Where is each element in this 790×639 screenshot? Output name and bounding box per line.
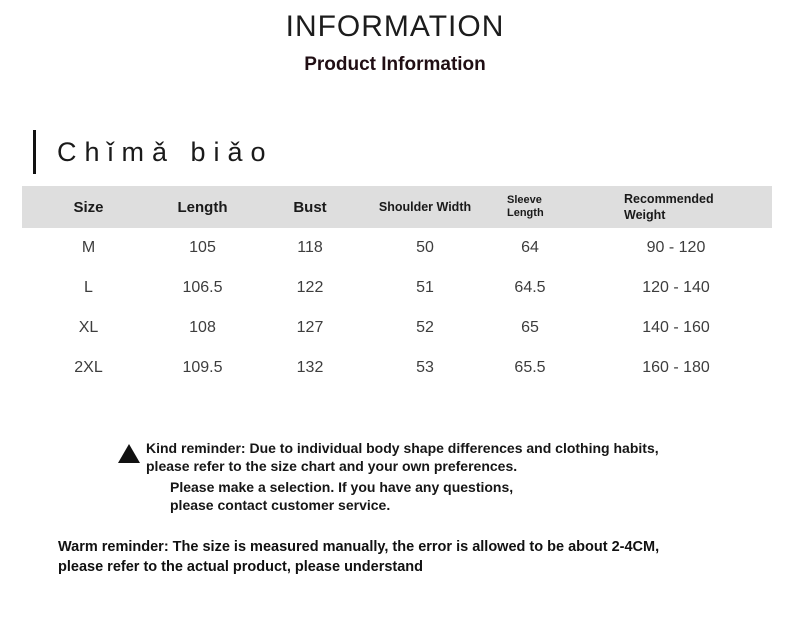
warning-triangle-icon xyxy=(118,444,140,463)
kind-reminder-paragraph-2 xyxy=(170,479,659,514)
kind-reminder-line: please refer to the size chart and your own preferences. xyxy=(146,457,518,474)
table-cell: 50 xyxy=(416,239,434,256)
table-cell: 90 - 120 xyxy=(646,239,706,256)
size-table xyxy=(22,186,772,388)
page-subtitle: Product Information xyxy=(304,54,486,75)
warm-reminder-line: please refer to the actual product, please understand xyxy=(58,559,424,575)
table-cell: 65.5 xyxy=(514,359,546,376)
table-cell: 51 xyxy=(416,279,434,296)
table-cell: L xyxy=(84,279,93,296)
kind-reminder-line: Please make a selection. If you have any questions, xyxy=(170,479,514,495)
table-cell: 132 xyxy=(296,359,324,376)
size-chart-heading-text: Chǐmǎ biǎo xyxy=(57,136,274,167)
warm-reminder-line: Warm reminder: The size is measured manually, the error is allowed to be about 2-4CM, xyxy=(58,539,660,555)
table-cell: 109.5 xyxy=(182,359,223,376)
column-header-recommended-weight: Recommended Weight xyxy=(624,192,714,222)
table-cell: M xyxy=(81,239,96,256)
table-row xyxy=(22,228,772,268)
kind-reminder-line: Kind reminder: Due to individual body shape differences and clothing habits, xyxy=(146,440,659,456)
table-cell: 65 xyxy=(521,319,539,336)
size-table-header-row xyxy=(22,186,772,228)
accent-bar xyxy=(33,130,36,174)
table-cell: 105 xyxy=(189,239,216,256)
table-row xyxy=(22,348,772,388)
table-cell: 108 xyxy=(189,319,216,336)
table-cell: 140 - 160 xyxy=(642,319,710,336)
warm-reminder xyxy=(58,537,659,577)
table-cell: 106.5 xyxy=(182,279,223,296)
table-cell: 64.5 xyxy=(514,279,546,296)
table-row xyxy=(22,268,772,308)
table-cell: 53 xyxy=(416,359,434,376)
page-title: INFORMATION xyxy=(285,10,505,43)
column-header-size: Size xyxy=(73,198,104,216)
table-cell: XL xyxy=(78,319,99,336)
size-chart-section-heading xyxy=(33,129,274,175)
size-table-body xyxy=(22,228,772,388)
table-cell: 64 xyxy=(521,239,539,256)
table-cell: 2XL xyxy=(74,359,103,376)
column-header-bust: Bust xyxy=(293,198,327,216)
table-cell: 118 xyxy=(297,239,323,256)
table-row xyxy=(22,308,772,348)
table-cell: 120 - 140 xyxy=(642,279,710,296)
table-cell: 122 xyxy=(296,279,324,296)
kind-reminder-text xyxy=(146,440,659,514)
column-header-sleeve-length: Sleeve Length xyxy=(507,194,544,219)
table-cell: 160 - 180 xyxy=(642,359,710,376)
table-cell: 52 xyxy=(416,319,434,336)
kind-reminder xyxy=(118,440,659,514)
kind-reminder-line: please contact customer service. xyxy=(170,496,391,513)
column-header-shoulder-width: Shoulder Width xyxy=(378,200,472,214)
table-cell: 127 xyxy=(296,319,324,336)
column-header-length: Length xyxy=(177,198,228,216)
